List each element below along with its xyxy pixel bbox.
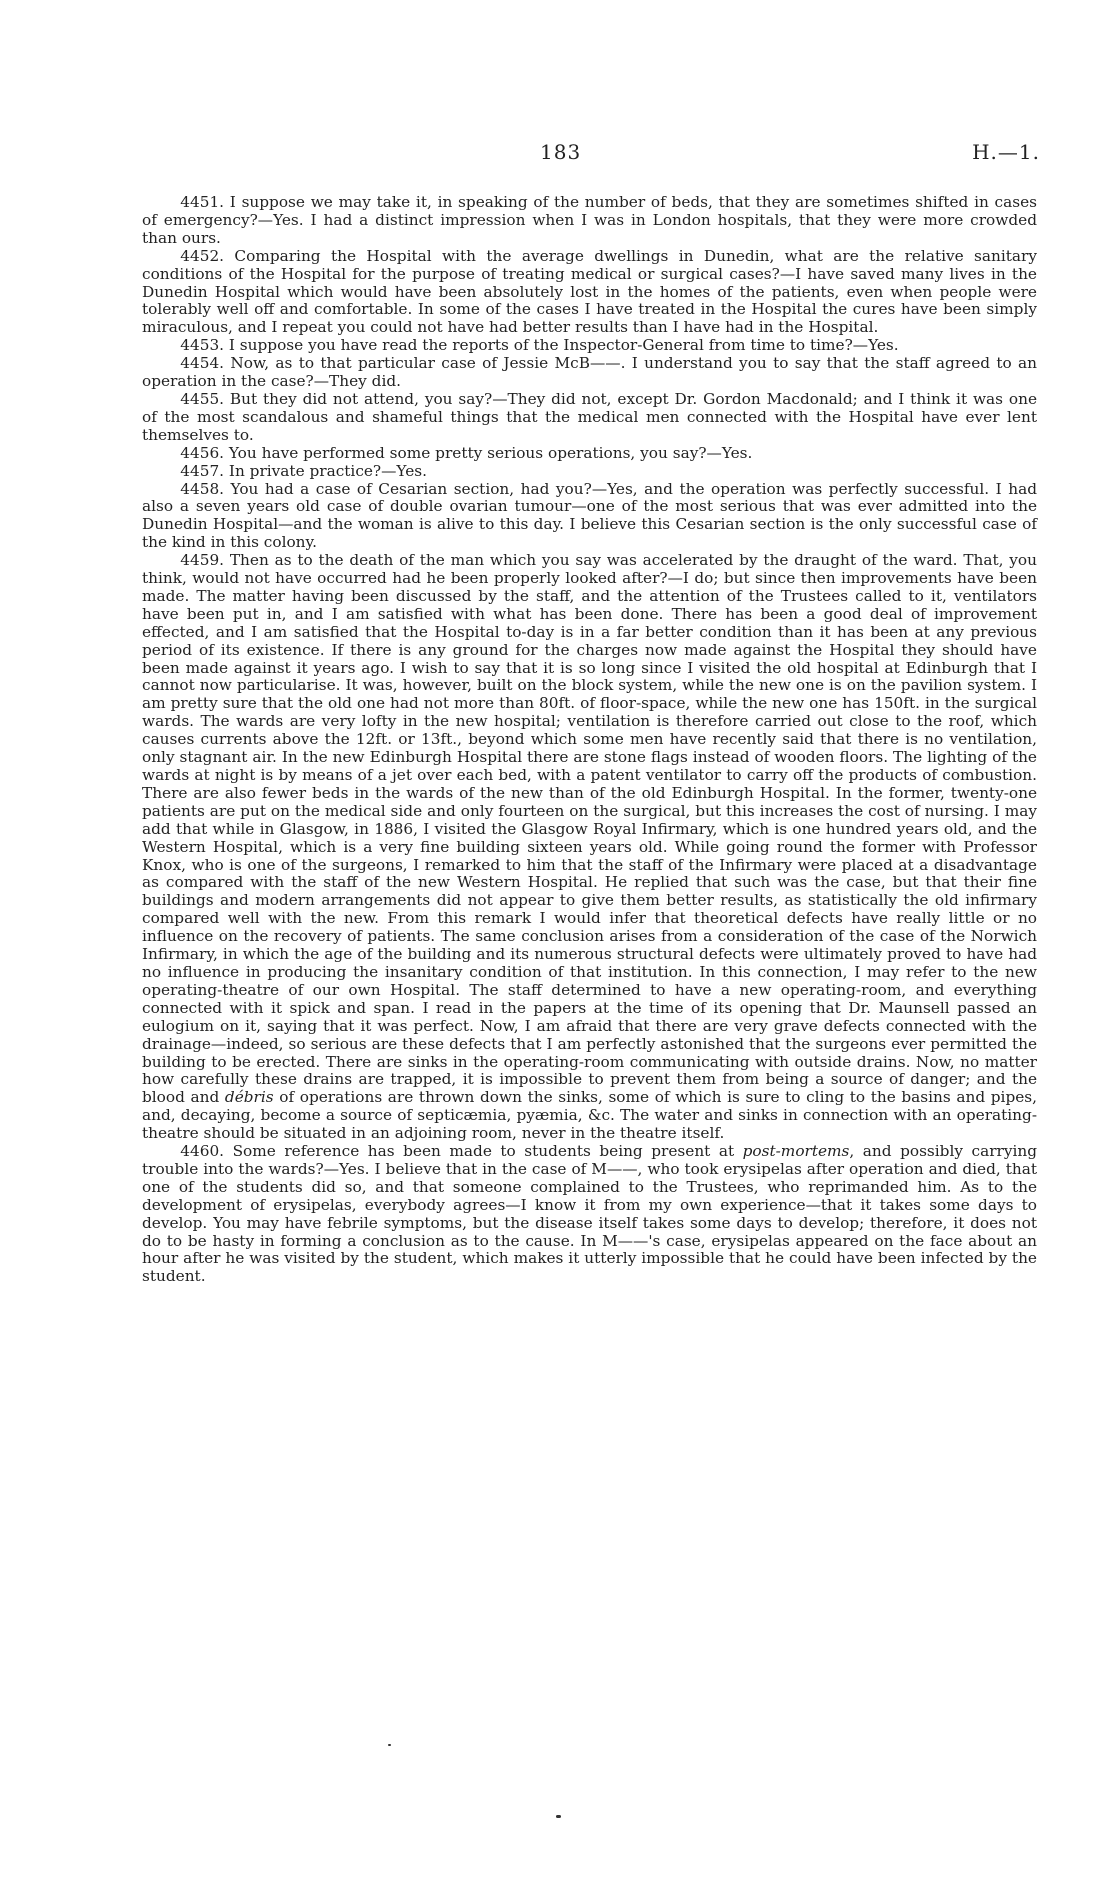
paragraph-4454: 4454. Now, as to that particular case of Jessie McB——. I understand you to say that the staff agreed to an operation in the case?—They did. [142,354,1037,391]
page-number: 183 [540,140,582,164]
scan-speck [388,1744,391,1746]
document-reference: H.—1. [972,140,1040,164]
paragraph-4456: 4456. You have performed some pretty serious operations, you say?—Yes. [180,443,753,462]
italic-term: débris [224,1088,274,1107]
paragraph-4459: 4459. Then as to the death of the man which you say was accelerated by the draught of the ward. That, you think, would not have occurred had he been properly looked after?—I do; but since then improvements have been made. The matter having been discussed by the staff, and the attention of the Trustees called to it, ventilators have been put in, and I am satisfied with what has been done. There has been a good deal of improvement effected, and I am satisfied that the Hospital to-day is in a far better condition than it has been at any previous period of its existence. If there is any ground for the charges now made against the Hospital they should have been made against it years ago. I wish to say that it is so long since I visited the old hospital at Edinburgh that I cannot now particularise. It was, however, built on the block system, while the new one is on the pavilion system. I am pretty sure that the old one had not more than 80ft. of floor-space, while the new one has 150ft. in the surgical wards. The wards are very lofty in the new hospital; ventilation is therefore carried out close to the roof, which causes currents above the 12ft. or 13ft., beyond which some men have recently said that there is no ventilation, only stagnant air. In the new Edinburgh Hospital there are stone flags instead of wooden floors. The lighting of the wards at night is by means of a jet over each bed, with a patent ventilator to carry off the products of combustion. There are also fewer beds in the wards of the new than of the old Edinburgh Hospital. In the former, twenty-one patients are put on the medical side and only fourteen on the surgical, but this increases the cost of nursing. I may add that while in Glasgow, in 1886, I visited the Glasgow Royal Infirmary, which is one hundred years old, and the Western Hospital, which is a very fine building sixteen years old. While going round the former with Professor Knox, who is one of the surgeons, I remarked to him that the staff of the Infirmary were placed at a disadvantage as compared with the staff of the new Western Hospital. He replied that such was the case, but that their fine buildings and modern arrangements did not appear to give them better results, as statistically the old infirmary compared well with the new. From this remark I would infer that theoretical defects have really little or no influence on the recovery of patients. The same conclusion arises from a consideration of the case of the Norwich Infirmary, in which the age of the building and its numerous structural defects were ultimately proved to have had no influence in producing the insanitary condition of that institution. In this connection, I may refer to the new operating-theatre of our own Hospital. The staff determined to have a new operating-room, and everything connected with it spick and span. I read in the papers at the time of its opening that Dr. Maunsell passed an eulogium on it, saying that it was perfect. Now, I am afraid that there are very grave defects connected with the drainage—indeed, so serious are these defects that I am perfectly astonished that the surgeons ever permitted the building to be erected. There are sinks in the operating-room communicating with outside drains. Now, no matter how carefully these drains are trapped, it is impossible to prevent them from being a source of danger; and the blood and débris of operations are thrown down the sinks, some of which is sure to cling to the basins and pipes, and, decaying, become a source of septicæmia, pyæmia, &c. The water and sinks in connection with an operating-theatre should be situated in an adjoining room, never in the theatre itself. [142,551,1037,1143]
paragraph-4455: 4455. But they did not attend, you say?—They did not, except Dr. Gordon Macdonald; and I think it was one of the most scandalous and shameful things that the medical men connected with the Hospital have ever lent themselves to. [142,389,1037,444]
scan-speck [556,1815,561,1818]
page-body [142,194,1037,1286]
paragraph-4451: 4451. I suppose we may take it, in speaking of the number of beds, that they are sometimes shifted in cases of emergency?—Yes. I had a distinct impression when I was in London hospitals, that they were more crowded than ours. [142,193,1037,247]
page-header [0,140,1114,172]
paragraph-4458: 4458. You had a case of Cesarian section, had you?—Yes, and the operation was perfectly successful. I had also a seven years old case of double ovarian tumour—one of the most serious that was ever admitted into the Dunedin Hospital—and the woman is alive to this day. I believe this Cesarian section is the only successful case of the kind in this colony. [142,479,1037,552]
paragraph-4460: 4460. Some reference has been made to students being present at post-mortems, and possibly carrying trouble into the wards?—Yes. I believe that in the case of M——, who took erysipelas after operation and died, that one of the students did so, and that someone complained to the Trustees, who reprimanded him. As to the development of erysipelas, everybody agrees—I know it from my own experience—that it takes some days to develop. You may have febrile symptoms, but the disease itself takes some days to develop; therefore, it does not do to be hasty in forming a conclusion as to the cause. In M——'s case, erysipelas appeared on the face about an hour after he was visited by the student, which makes it utterly impossible that he could have been infected by the student. [142,1142,1038,1286]
paragraph-4457: 4457. In private practice?—Yes. [180,461,427,480]
italic-term: post-mortems [742,1142,850,1161]
paragraph-4453: 4453. I suppose you have read the reports of the Inspector-General from time to time?—Yes. [180,336,899,355]
paragraph-4452: 4452. Comparing the Hospital with the average dwellings in Dunedin, what are the relative sanitary conditions of the Hospital for the purpose of treating medical or surgical cases?—I have saved many lives in the Dunedin Hospital which would have been absolutely lost in the homes of the patients, even when people were tolerably well off and comfortable. In some of the cases I have treated in the Hospital the cures have been simply miraculous, and I repeat you could not have had better results than I have had in the Hospital. [142,246,1037,337]
